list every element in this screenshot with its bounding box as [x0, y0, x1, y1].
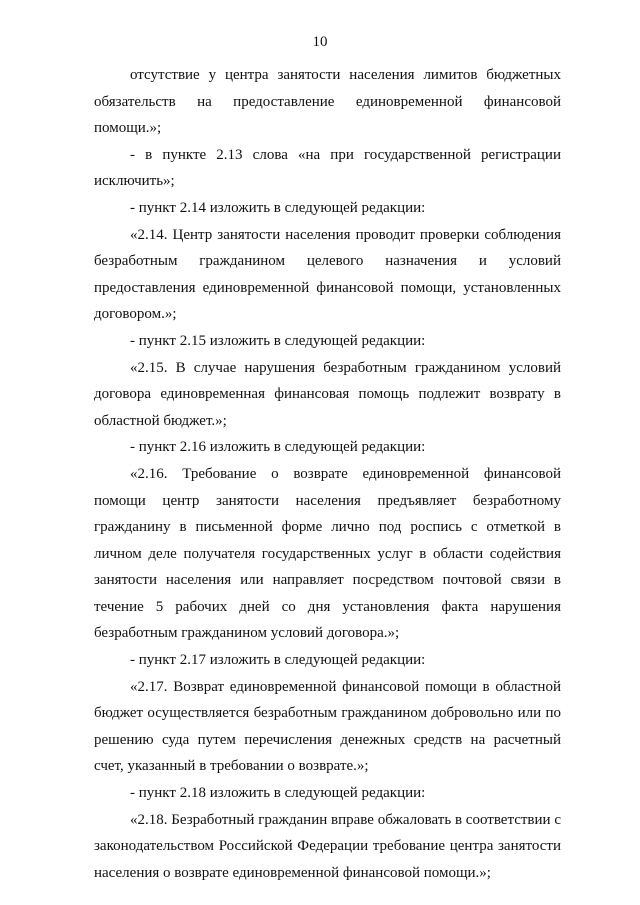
paragraph-amend-2-15-intro: - пункт 2.15 изложить в следующей редакции:: [130, 332, 426, 349]
paragraph-amend-2-18-intro: - пункт 2.18 изложить в следующей редакции:: [130, 785, 426, 802]
paragraph-amend-2-16-intro: - пункт 2.16 изложить в следующей редакции:: [130, 439, 426, 456]
paragraph-amend-2-14-intro: - пункт 2.14 изложить в следующей редакции:: [130, 199, 426, 216]
paragraph-2-17-text: «2.17. Возврат единовременной финансовой помощи в областной бюджет осуществляется безработным гражданином добровольно или по решению суда путем перечисления денежных средств на расчетный счет, указанный в требовании о возврате.»;: [94, 678, 561, 775]
paragraph-funding-limits: отсутствие у центра занятости населения лимитов бюджетных обязательств на предоставление единовременной финансовой помощи.»;: [94, 67, 561, 137]
document-body: [94, 62, 561, 886]
paragraph-amend-2-17-intro: - пункт 2.17 изложить в следующей редакции:: [130, 652, 426, 669]
paragraph-2-14-text: «2.14. Центр занятости населения проводит проверки соблюдения безработным гражданином целевого назначения и условий предоставления единовременной финансовой помощи, установленных договором.»;: [94, 226, 561, 323]
paragraph-2-16-text: «2.16. Требование о возврате единовременной финансовой помощи центр занятости населения предъявляет безработному гражданину в письменной форме лично под роспись с отметкой в личном деле получателя государственных услуг в области содействия занятости населения или направляет посредством почтовой связи в течение 5 рабочих дней со дня установления факта нарушения безработным гражданином условий договора.»;: [94, 465, 561, 642]
page-number: 10: [312, 34, 328, 50]
paragraph-amend-2-13: - в пункте 2.13 слова «на при государственной регистрации исключить»;: [94, 146, 561, 190]
paragraph-2-15-text: «2.15. В случае нарушения безработным гражданином условий договора единовременная финансовая помощь подлежит возврату в областной бюджет.»;: [94, 359, 561, 429]
paragraph-2-18-text: «2.18. Безработный гражданин вправе обжаловать в соответствии с законодательством Российской Федерации требование центра занятости населения о возврате единовременной финансовой помощи.»;: [94, 811, 561, 881]
